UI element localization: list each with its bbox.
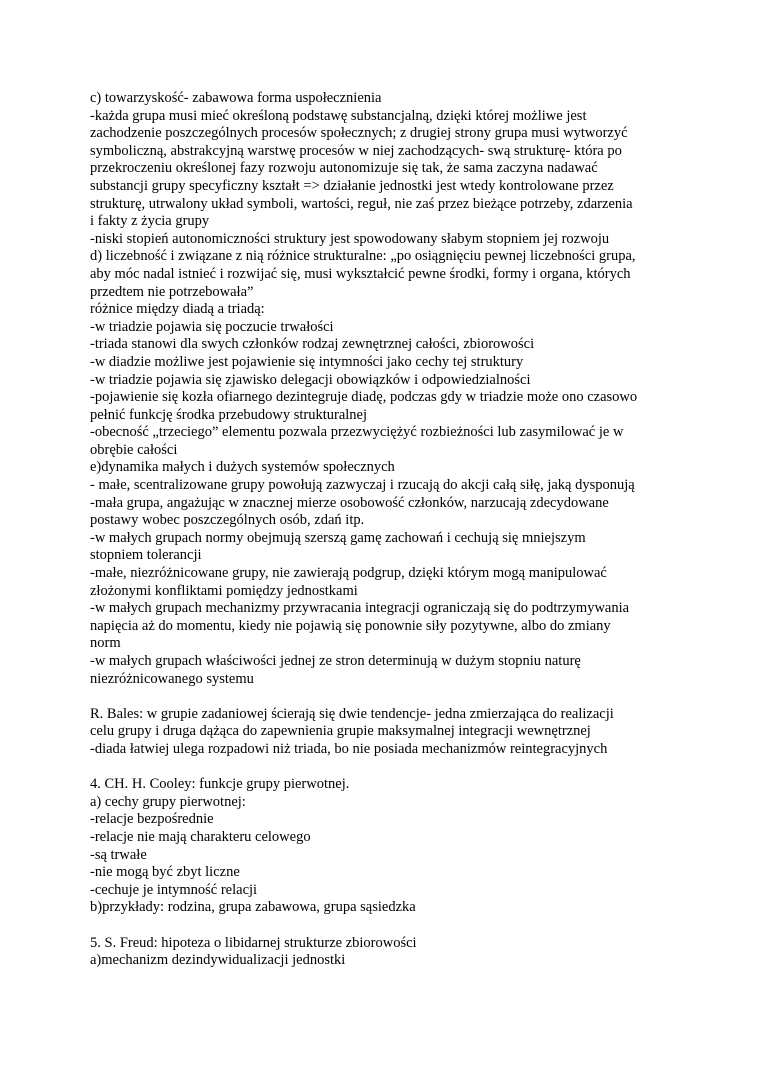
text-line: -małe, niezróżnicowane grupy, nie zawierają podgrup, dzięki którym mogą manipulować: [90, 565, 607, 582]
text-line: i fakty z życia grupy: [90, 213, 210, 230]
text-line: zachodzenie poszczególnych procesów społecznych; z drugiej strony grupa musi wytworzyć: [90, 125, 628, 142]
text-line: b)przykłady: rodzina, grupa zabawowa, grupa sąsiedzka: [90, 899, 416, 916]
text-line: 4. CH. H. Cooley: funkcje grupy pierwotnej.: [90, 776, 350, 793]
text-line: stopniem tolerancji: [90, 547, 202, 564]
text-line: -cechuje je intymność relacji: [90, 881, 258, 898]
text-line: -w triadzie pojawia się zjawisko delegacji obowiązków i odpowiedzialności: [90, 371, 531, 388]
text-line: -pojawienie się kozła ofiarnego dezintegruje diadę, podczas gdy w triadzie może ono czasowo: [90, 389, 638, 406]
blank-line: [90, 688, 680, 706]
text-line: 5. S. Freud: hipoteza o libidarnej strukturze zbiorowości: [90, 934, 417, 951]
text-line: - małe, scentralizowane grupy powołują zazwyczaj i rzucają do akcji całą siłę, jaką dysponują: [90, 477, 635, 494]
text-line: -w diadzie możliwe jest pojawienie się intymności jako cechy tej struktury: [90, 353, 524, 370]
text-line: norm: [90, 635, 121, 652]
blank-line: [90, 917, 680, 935]
text-line: c) towarzyskość- zabawowa forma uspołecznienia: [90, 90, 382, 106]
text-line: strukturę, utrwalony układ symboli, wartości, reguł, nie zaś przez bieżące potrzeby, zdarzenia: [90, 195, 633, 212]
text-line: różnice między diadą a triadą:: [90, 301, 265, 318]
text-line: -triada stanowi dla swych członków rodzaj zewnętrznej całości, zbiorowości: [90, 336, 535, 353]
text-line: aby móc nadal istnieć i rozwijać się, musi wykształcić pewne środki, formy i organa, których: [90, 265, 631, 282]
text-line: -niski stopień autonomiczności struktury jest spowodowany słabym stopniem jej rozwoju: [90, 230, 610, 247]
text-line: e)dynamika małych i dużych systemów społecznych: [90, 459, 395, 476]
text-line: -relacje nie mają charakteru celowego: [90, 828, 311, 845]
text-line: obrębie całości: [90, 441, 178, 458]
text-line: symboliczną, abstrakcyjną warstwę procesów w niej zachodzących- swą strukturę- która po: [90, 142, 622, 159]
text-line: R. Bales: w grupie zadaniowej ścierają się dwie tendencje- jedna zmierzająca do realizacji: [90, 705, 614, 722]
text-line: -każda grupa musi mieć określoną podstawę substancjalną, dzięki której możliwe jest: [90, 107, 587, 124]
text-line: d) liczebność i związane z nią różnice strukturalne: „po osiągnięciu pewnej liczebności grupa,: [90, 248, 636, 265]
text-line: -diada łatwiej ulega rozpadowi niż triada, bo nie posiada mechanizmów reintegracyjnych: [90, 740, 608, 757]
text-line: przedtem nie potrzebowała”: [90, 283, 254, 300]
blank-line: [90, 759, 680, 777]
text-line: -relacje bezpośrednie: [90, 811, 214, 828]
text-line: złożonymi konfliktami pomiędzy jednostkami: [90, 582, 358, 599]
text-line: niezróżnicowanego systemu: [90, 670, 254, 687]
text-line: napięcia aż do momentu, kiedy nie pojawią się ponownie siły pozytywne, albo do zmiany: [90, 617, 611, 634]
text-line: -mała grupa, angażując w znacznej mierze osobowość członków, narzucają zdecydowane: [90, 494, 609, 511]
text-line: -obecność „trzeciego” elementu pozwala przezwyciężyć rozbieżności lub zasymilować je w: [90, 424, 624, 441]
text-line: pełnić funkcję środka przebudowy strukturalnej: [90, 406, 368, 423]
text-line: przekroczeniu określonej fazy rozwoju autonomizuje się tak, że sama zaczyna nadawać: [90, 160, 598, 177]
text-line: a) cechy grupy pierwotnej:: [90, 793, 246, 810]
text-line: -w małych grupach normy obejmują szerszą gamę zachowań i cechują się mniejszym: [90, 529, 586, 546]
text-line: postawy wobec poszczególnych osób, zdań itp.: [90, 512, 365, 529]
document-page: [90, 90, 680, 970]
text-line: substancji grupy specyficzny kształt => działanie jednostki jest wtedy kontrolowane przez: [90, 177, 614, 194]
text-line: a)mechanizm dezindywidualizacji jednostki: [90, 952, 346, 969]
text-line: -są trwałe: [90, 846, 147, 863]
text-line: -w małych grupach właściwości jednej ze stron determinują w dużym stopniu naturę: [90, 653, 581, 669]
text-line: -nie mogą być zbyt liczne: [90, 864, 240, 881]
text-line: -w triadzie pojawia się poczucie trwałości: [90, 318, 334, 335]
text-line: -w małych grupach mechanizmy przywracania integracji ograniczają się do podtrzymywania: [90, 600, 630, 617]
text-line: celu grupy i druga dążąca do zapewnienia grupie maksymalnej integracji wewnętrznej: [90, 723, 591, 740]
